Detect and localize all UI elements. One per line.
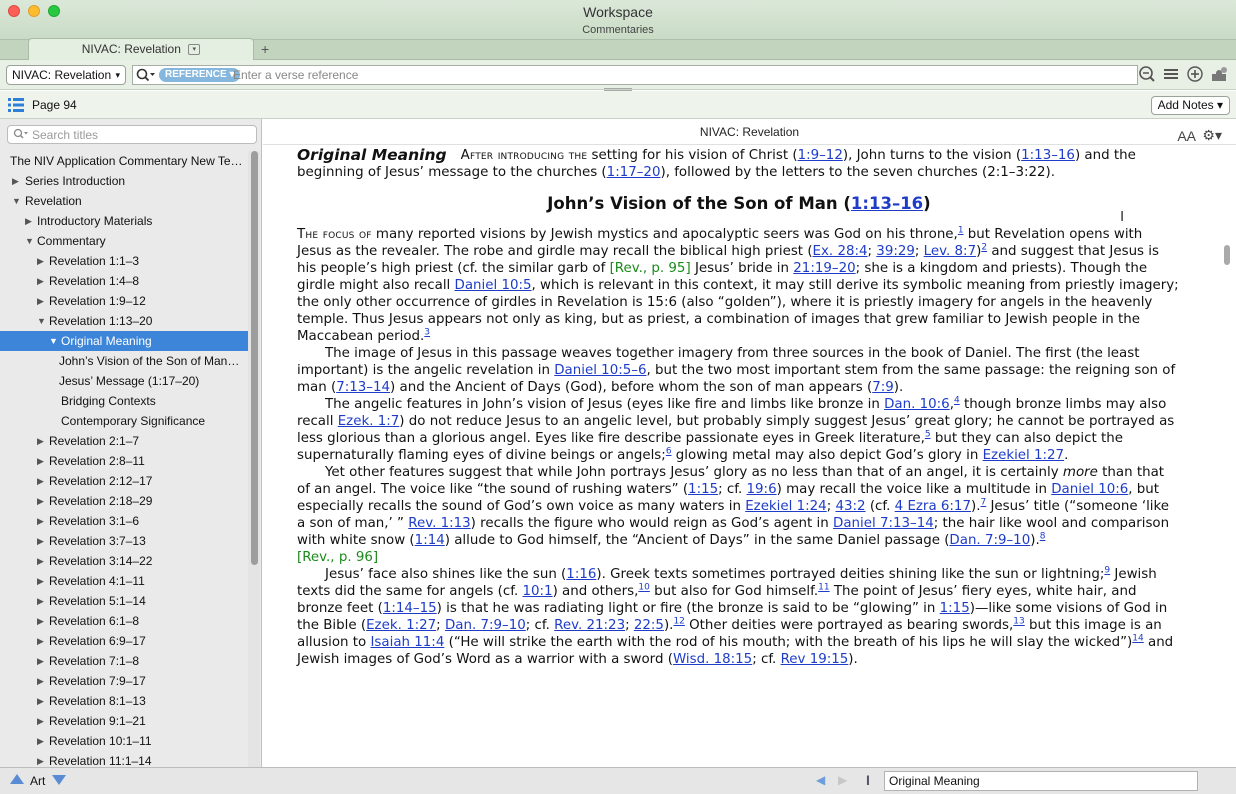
toolbar-icons	[1138, 65, 1228, 83]
table-of-contents-icon[interactable]	[8, 98, 24, 112]
text-run: ;	[625, 618, 634, 633]
footnote	[424, 328, 430, 338]
outline-item[interactable]	[0, 631, 248, 651]
footnote-link[interactable]: 4	[953, 395, 960, 406]
footnote	[1013, 617, 1024, 627]
disclosure-collapsed-icon[interactable]: ▶	[37, 256, 44, 266]
chevron-down-icon: ▾	[115, 70, 120, 80]
text-run: ; cf.	[718, 482, 747, 497]
disclosure-collapsed-icon[interactable]: ▶	[37, 636, 44, 646]
footnote-link[interactable]: 9	[1104, 565, 1111, 576]
outline-item-label: Revelation 3:1–6	[49, 514, 140, 528]
outline-item-label: Revelation 2:12–17	[49, 474, 153, 488]
text-run: ) and the beginning of Jesus’ message to the churches (	[297, 148, 1136, 180]
text-run: ).	[893, 380, 904, 395]
scripture-link[interactable]: 19:6	[746, 482, 777, 497]
text-cursor-icon: I	[1120, 208, 1125, 225]
window-subtitle: Commentaries	[582, 24, 654, 36]
outline-item-label: Revelation 1:13–20	[49, 314, 153, 328]
footnote-link[interactable]: 11	[818, 582, 830, 593]
scripture-link[interactable]: 10:1	[522, 584, 553, 599]
section-heading: Original Meaning	[297, 146, 447, 164]
disclosure-collapsed-icon[interactable]: ▶	[37, 616, 44, 626]
outline-item-label: Revelation 2:8–11	[49, 454, 145, 468]
location-icon: I	[866, 772, 870, 788]
outline-item-label: Revelation 1:1–3	[49, 254, 140, 268]
disclosure-collapsed-icon[interactable]: ▶	[37, 296, 44, 306]
scripture-link[interactable]: 1:15	[688, 482, 719, 497]
text-run: than that of an angel. The voice like “the sound of rushing waters” (	[297, 465, 1165, 497]
add-notes-button[interactable]: Add Notes ▾	[1151, 96, 1230, 115]
text-run: ;	[826, 499, 836, 514]
scripture-link[interactable]: Daniel 10:6	[1051, 482, 1129, 497]
disclosure-collapsed-icon[interactable]: ▶	[37, 696, 44, 706]
outline-item[interactable]	[0, 191, 248, 211]
text-run: ; the hair like wool and comparison with white snow (	[297, 516, 1170, 548]
outline-item[interactable]	[0, 351, 248, 371]
scripture-link[interactable]: Wisd. 18:15	[672, 652, 753, 667]
footnote-link[interactable]: 13	[1013, 616, 1025, 627]
disclosure-collapsed-icon[interactable]: ▶	[37, 536, 44, 546]
text-run: )—like some visions of God in the Bible (	[297, 601, 1168, 633]
disclosure-expanded-icon[interactable]: ▼	[12, 196, 21, 206]
outline-tree	[0, 151, 248, 767]
tab-label: NIVAC: Revelation	[81, 42, 181, 56]
text-run: ) and the Ancient of Days (God), before whom the son of man appears (	[390, 380, 873, 395]
footnote	[638, 583, 649, 593]
text-run: ) do not reduce Jesus to an angelic level, but probably simply suggest Jesus’ great glory; he cannot be portrayed as less glorious than a glorious angel. Eyes like fire describe passionate eyes in Greek literature,	[297, 414, 1175, 446]
outline-item-label: Original Meaning	[61, 334, 152, 348]
gear-icon[interactable]: ⚙▾	[1202, 127, 1222, 143]
sidebar	[0, 119, 262, 767]
outline-item[interactable]	[0, 291, 248, 311]
content-scroll-thumb[interactable]	[1224, 245, 1230, 265]
scripture-link[interactable]: 39:29	[876, 244, 915, 259]
text-run: and Jewish images of God’s Word as a warrior with a sword (	[297, 635, 1174, 667]
text-run: ) may recall the voice like a multitude in	[776, 482, 1052, 497]
text-run: The angelic features in John’s vision of Jesus (eyes like fire and limbs like bronze in	[325, 397, 885, 412]
text-run: though bronze limbs may also recall	[297, 397, 1167, 429]
outline-item-label: Revelation 4:1–11	[49, 574, 145, 588]
search-icon	[13, 128, 29, 143]
scripture-link[interactable]: 22:5	[633, 618, 664, 633]
disclosure-collapsed-icon[interactable]: ▶	[37, 656, 44, 666]
tab-dropdown-icon[interactable]: ▾	[188, 44, 200, 55]
scripture-link[interactable]: 1:16	[566, 567, 597, 582]
footnote-link[interactable]: 8	[1039, 531, 1046, 542]
scripture-link[interactable]: Rev. 21:23	[554, 618, 626, 633]
scripture-link[interactable]: Dan. 10:6	[884, 397, 950, 412]
text-run: ).	[1030, 533, 1040, 548]
footnote	[1040, 532, 1046, 542]
outline-item[interactable]	[0, 611, 248, 631]
text-run: and suggest that Jesus is his people’s high priest (cf. the similar garb of	[297, 244, 1159, 276]
sidebar-scroll-thumb[interactable]	[251, 151, 258, 565]
new-tab-button[interactable]: +	[261, 41, 270, 57]
outline-item[interactable]	[0, 151, 248, 171]
text-run: Yet other features suggest that while John portrays Jesus’ glory as no less than that of an angel, it is certainly	[325, 465, 1063, 480]
scripture-link[interactable]: Ezekiel 1:24	[745, 499, 827, 514]
text-run: ; cf.	[525, 618, 555, 633]
scripture-link[interactable]: Isaiah 11:4	[370, 635, 445, 650]
outline-item[interactable]	[0, 551, 248, 571]
outline-item-label: Jesus’ Message (1:17–20)	[59, 374, 200, 388]
outline-item-label: Revelation	[25, 194, 82, 208]
text-run: many reported visions by Jewish mystics and apocalyptic seers was God on his throne,	[371, 227, 958, 242]
footnote-link[interactable]: 5	[924, 429, 931, 440]
text-run: ).	[970, 499, 981, 514]
disclosure-collapsed-icon[interactable]: ▶	[37, 576, 44, 586]
outline-item[interactable]	[0, 751, 248, 767]
font-size-icon[interactable]: AA	[1177, 128, 1196, 144]
text-run: (“He will strike the earth with the rod of his mouth; with the breath of his lips he will slay the wicked”)	[444, 635, 1133, 650]
outline-item[interactable]	[0, 231, 248, 251]
outline-item[interactable]	[0, 311, 248, 331]
outline-item-label: Revelation 9:1–21	[49, 714, 146, 728]
outline-item[interactable]	[0, 711, 248, 731]
outline-item[interactable]	[0, 531, 248, 551]
outline-item[interactable]	[0, 671, 248, 691]
disclosure-collapsed-icon[interactable]: ▶	[37, 716, 44, 726]
disclosure-collapsed-icon[interactable]: ▶	[37, 516, 44, 526]
footnote-link[interactable]: 14	[1132, 633, 1144, 644]
tab-nivac-revelation[interactable]	[28, 38, 254, 60]
text-run: ,	[949, 397, 954, 412]
document-body	[297, 147, 1181, 668]
text-run: glowing metal may also depict God’s glory in	[671, 448, 983, 463]
scripture-link[interactable]: Ezek. 1:27	[366, 618, 437, 633]
outline-item-label: Commentary	[37, 234, 106, 248]
disclosure-expanded-icon[interactable]: ▼	[25, 236, 34, 246]
text-run: ), followed by the letters to the seven churches (2:1–3:22).	[660, 165, 1055, 180]
paragraph	[297, 226, 1181, 345]
text-run: ;	[867, 244, 877, 259]
text-run: ; she is a kingdom and priests). Though the girdle might also recall	[297, 261, 1148, 293]
scripture-link[interactable]: Dan. 7:9–10	[949, 533, 1031, 548]
outline-item-label: Revelation 8:1–13	[49, 694, 146, 708]
footnote-link[interactable]: 7	[980, 497, 987, 508]
title-search-input[interactable]	[32, 127, 252, 142]
outline-item[interactable]	[0, 471, 248, 491]
outline-item-label: Series Introduction	[25, 174, 126, 188]
outline-item[interactable]	[0, 731, 248, 751]
scripture-link[interactable]: Ex. 28:4	[812, 244, 868, 259]
list-icon[interactable]	[1162, 65, 1180, 83]
scripture-link[interactable]: Daniel 10:5	[454, 278, 532, 293]
toolbar	[0, 60, 1236, 90]
scripture-link[interactable]: 1:13–16	[1021, 148, 1075, 163]
outline-item-label: Revelation 5:1–14	[49, 594, 146, 608]
outline-item[interactable]	[0, 511, 248, 531]
text-run: ) and others,	[552, 584, 639, 599]
section-field[interactable]: Original Meaning	[884, 771, 1198, 791]
outline-item[interactable]	[0, 211, 248, 231]
paragraph	[297, 566, 1181, 668]
text-run: ) is that he was radiating light or fire (the bronze is said to be “glowing” in	[436, 601, 940, 616]
text-run: John’s Vision of the Son of Man (	[547, 194, 851, 213]
disclosure-collapsed-icon[interactable]: ▶	[37, 456, 44, 466]
outline-item[interactable]	[0, 171, 248, 191]
scripture-link[interactable]: 1:13–16	[850, 194, 924, 213]
scripture-link[interactable]: 21:19–20	[793, 261, 856, 276]
text-run: The point of Jesus’ fiery eyes, white hair, and bronze feet (	[297, 584, 1137, 616]
small-caps-lead: After introducing the	[460, 148, 588, 163]
small-caps-lead: The focus of	[297, 227, 372, 242]
outline-item-label: John’s Vision of the Son of Man…	[59, 354, 240, 368]
title-bar	[0, 0, 1236, 40]
text-run: but also for God himself.	[649, 584, 819, 599]
disclosure-collapsed-icon[interactable]: ▶	[37, 596, 44, 606]
subsection-heading	[297, 195, 1181, 212]
footnote-link[interactable]: 6	[665, 446, 672, 457]
art-label: Art	[30, 774, 46, 788]
outline-item[interactable]	[0, 411, 248, 431]
outline-item[interactable]	[0, 271, 248, 291]
disclosure-collapsed-icon[interactable]: ▶	[12, 176, 19, 186]
scripture-link[interactable]: 4 Ezra 6:17	[894, 499, 971, 514]
content-pane	[263, 119, 1236, 767]
outline-item[interactable]	[0, 251, 248, 271]
text-run: but this image is an allusion to	[297, 618, 1162, 650]
next-art-icon[interactable]	[52, 775, 66, 785]
text-run: ).	[848, 652, 858, 667]
zoom-icon[interactable]	[1138, 65, 1156, 83]
scripture-link[interactable]: Daniel 10:5–6	[554, 363, 647, 378]
outline-item-label: Revelation 7:9–17	[49, 674, 146, 688]
outline-item[interactable]	[0, 451, 248, 471]
outline-item[interactable]	[0, 391, 248, 411]
disclosure-collapsed-icon[interactable]: ▶	[37, 496, 44, 506]
page-indicator: Page 94	[32, 98, 77, 112]
outline-item[interactable]	[0, 491, 248, 511]
paragraph	[297, 396, 1181, 464]
outline-item[interactable]	[0, 691, 248, 711]
resource-select-label: NIVAC: Revelation	[12, 68, 112, 82]
title-search[interactable]	[7, 125, 257, 144]
content-header	[263, 119, 1236, 145]
scripture-link[interactable]: Lev. 8:7	[923, 244, 977, 259]
text-run: Jesus’ face also shines like the sun (	[325, 567, 567, 582]
outline-item-label: Revelation 1:9–12	[49, 294, 146, 308]
scripture-link[interactable]: Ezek. 1:7	[337, 414, 400, 429]
text-run: (cf.	[865, 499, 895, 514]
text-run: )	[976, 244, 982, 259]
puzzle-icon[interactable]	[1210, 65, 1228, 83]
page-marker: [Rev., p. 95]	[609, 261, 691, 276]
scripture-link[interactable]: Ezekiel 1:27	[982, 448, 1065, 463]
outline-item-label: Revelation 2:18–29	[49, 494, 153, 508]
text-run: ; cf.	[752, 652, 781, 667]
resource-select[interactable]	[6, 65, 126, 85]
text-run: .	[1064, 448, 1069, 463]
forward-icon[interactable]: ▶	[838, 773, 848, 787]
reference-input[interactable]	[233, 66, 1113, 84]
outline-item-label: Revelation 10:1–11	[49, 734, 152, 748]
text-run: The image of Jesus in this passage weaves together imagery from three sources in the book of Daniel. The first (the least important) is the angelic revelation in	[297, 346, 1140, 378]
disclosure-collapsed-icon[interactable]: ▶	[37, 756, 44, 766]
outline-item[interactable]	[0, 371, 248, 391]
add-icon[interactable]	[1186, 65, 1204, 83]
text-run: Jewish texts did the same for angels (cf.	[297, 567, 1157, 599]
text-run: setting for his vision of Christ (	[587, 148, 798, 163]
scripture-link[interactable]: 1:15	[939, 601, 970, 616]
scripture-link[interactable]: 7:13–14	[336, 380, 391, 395]
footnote-link[interactable]: 1	[957, 225, 964, 236]
footnote-link[interactable]: 12	[673, 616, 685, 627]
outline-item[interactable]	[0, 431, 248, 451]
outline-item[interactable]	[0, 651, 248, 671]
reference-search-box[interactable]	[132, 65, 1138, 85]
paragraph	[297, 345, 1181, 396]
scripture-link[interactable]: 1:14–15	[382, 601, 437, 616]
text-run: Other deities were portrayed as bearing swords,	[684, 618, 1014, 633]
outline-item-label: Revelation 3:14–22	[49, 554, 153, 568]
text-run: ). Greek texts sometimes portrayed deities shining like the sun or lightning;	[596, 567, 1105, 582]
previous-art-icon[interactable]	[10, 774, 24, 784]
scripture-link[interactable]: 7:9	[872, 380, 894, 395]
outline-item[interactable]	[0, 591, 248, 611]
text-run: ).	[663, 618, 674, 633]
outline-item-label: Introductory Materials	[37, 214, 153, 228]
page-marker: [Rev., p. 96]	[297, 550, 379, 565]
footnote-link[interactable]: 3	[424, 327, 431, 338]
outline-item-label: Revelation 11:1–14	[49, 754, 152, 767]
text-run: ), John turns to the vision (	[842, 148, 1022, 163]
scripture-link[interactable]: Daniel 7:13–14	[833, 516, 934, 531]
footnote-link[interactable]: 10	[638, 582, 650, 593]
disclosure-collapsed-icon[interactable]: ▶	[37, 736, 44, 746]
disclosure-expanded-icon[interactable]: ▼	[49, 336, 58, 346]
text-run: ) allude to God himself, the “Ancient of Days” in the same Daniel passage (	[444, 533, 950, 548]
disclosure-collapsed-icon[interactable]: ▶	[25, 216, 32, 226]
disclosure-collapsed-icon[interactable]: ▶	[37, 556, 44, 566]
search-icon[interactable]	[136, 66, 156, 84]
scripture-link[interactable]: Rev. 1:13	[408, 516, 471, 531]
panel-bar	[0, 91, 1236, 119]
disclosure-collapsed-icon[interactable]: ▶	[37, 276, 44, 286]
footnote	[1132, 634, 1143, 644]
outline-item-label: Revelation 1:4–8	[49, 274, 140, 288]
scripture-link[interactable]: 1:14	[414, 533, 445, 548]
outline-item-label: Revelation 7:1–8	[49, 654, 140, 668]
outline-item[interactable]	[0, 571, 248, 591]
text-run: Jesus’ bride in	[690, 261, 794, 276]
scripture-link[interactable]: 1:17–20	[606, 165, 661, 180]
text-run: Jesus’ title (“someone ‘like a son of man,’ ”	[297, 499, 1170, 531]
text-run: ) recalls the figure who would reign as God’s agent in	[470, 516, 834, 531]
tab-strip	[0, 40, 1236, 60]
outline-item-label: Bridging Contexts	[61, 394, 156, 408]
scripture-link[interactable]: Rev 19:15	[780, 652, 849, 667]
bottom-bar	[0, 767, 1236, 794]
text-run: ;	[914, 244, 924, 259]
paragraph	[297, 464, 1181, 549]
resource-title: NIVAC: Revelation	[699, 125, 800, 139]
footnote	[818, 583, 829, 593]
outline-item-label: Revelation 3:7–13	[49, 534, 146, 548]
disclosure-expanded-icon[interactable]: ▼	[37, 316, 46, 326]
text-run: but Revelation opens with Jesus as the revealer. The robe and girdle may recall the biblical high priest (	[297, 227, 1143, 259]
text-run: but they can also depict the supernaturally flaming eyes of divine beings or angels;	[297, 431, 1123, 463]
back-icon[interactable]: ◀	[816, 773, 826, 787]
outline-item-label: Revelation 6:9–17	[49, 634, 146, 648]
disclosure-collapsed-icon[interactable]: ▶	[37, 436, 44, 446]
window-title: Workspace	[583, 4, 653, 20]
outline-item-label: Contemporary Significance	[61, 414, 206, 428]
disclosure-collapsed-icon[interactable]: ▶	[37, 476, 44, 486]
footnote	[673, 617, 684, 627]
text-run: , but especially recalls the sound of God’s own voice as many waters in	[297, 482, 1160, 514]
outline-item-label: Revelation 6:1–8	[49, 614, 140, 628]
text-run: , which is relevant in this context, it may still derive its symbolic meaning from priestly imagery; the only other occurrence of girdles in Revelation is 15:6 (also “golden”), where it is priestly imagery for angels in the heavenly temple. Thus Jesus appears not only as king, but as priest, a combination of images that grew familiar to Jewish people in the Maccabean period.	[297, 278, 1179, 344]
disclosure-collapsed-icon[interactable]: ▶	[37, 676, 44, 686]
scripture-link[interactable]: Dan. 7:9–10	[444, 618, 526, 633]
reference-type-tag[interactable]: REFERENCE ▾	[159, 68, 240, 82]
scripture-link[interactable]: 1:9–12	[797, 148, 843, 163]
scripture-link[interactable]: 43:2	[835, 499, 866, 514]
outline-item[interactable]	[0, 331, 248, 351]
outline-item-label: Revelation 2:1–7	[49, 434, 140, 448]
outline-item-label: The NIV Application Commentary New Te…	[10, 154, 243, 168]
footnote-link[interactable]: 2	[981, 242, 988, 253]
sidebar-scrollbar[interactable]	[248, 151, 260, 767]
text-run: ;	[436, 618, 445, 633]
emphasis: more	[1062, 465, 1098, 480]
text-run: , but the two most important stem from the same passage: the reigning son of man (	[297, 363, 1176, 395]
text-run: )	[923, 194, 931, 213]
